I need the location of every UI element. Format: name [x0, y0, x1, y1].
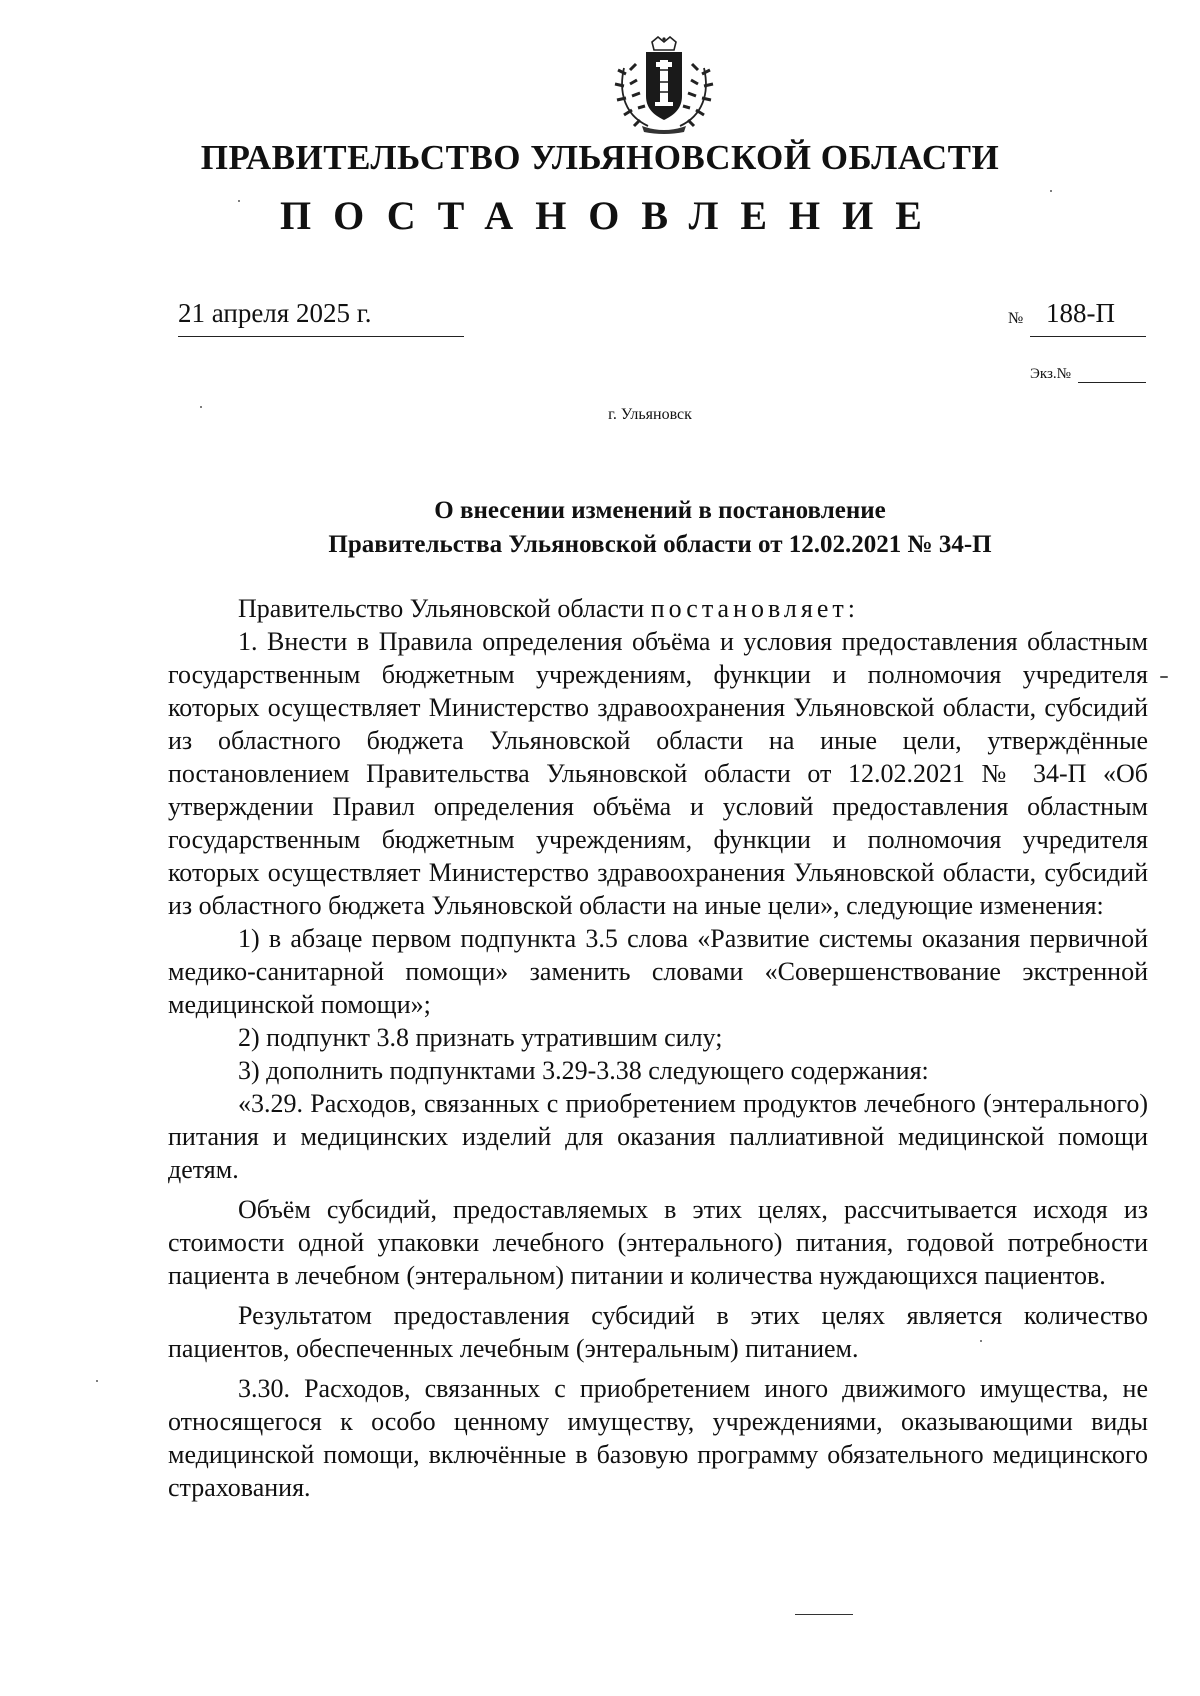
number-value: 188-П [1046, 298, 1115, 328]
copy-number-underline [1078, 382, 1146, 383]
paragraph-5: «3.29. Расходов, связанных с приобретением продуктов лечебного (энтерального) питания и медицинских изделий для оказания паллиативной медицинской помощи детям. [168, 1089, 1148, 1184]
scan-speck [1050, 190, 1052, 192]
preamble [168, 592, 1148, 625]
paragraph-6: Объём субсидий, предоставляемых в этих целях, рассчитывается исходя из стоимости одной упаковки лечебного (энтерального) питания, годовой потребности пациента в лечебном (энтеральном) питании и количества нуждающихся пациентов. [168, 1195, 1148, 1290]
paragraph-1: 1. Внести в Правила определения объёма и условия предоставления областным государственным бюджетным учреждениям, функции и полномочия учредителя которых осуществляет Министерство здравоохранения Ульяновской области, субсидий из областного бюджета Ульяновской области на иные цели, утверждённые постановлением Правительства Ульяновской области от 12.02.2021 № 34-П «Об утверждении Правил определения объёма и условий предоставления областным государственным бюджетным учреждениям, функции и полномочия учредителя которых осуществляет Министерство здравоохранения Ульяновской области, субсидий из областного бюджета Ульяновской области на иные цели», следующие изменения: [168, 627, 1148, 920]
paragraph-8: 3.30. Расходов, связанных с приобретением иного движимого имущества, не относящегося к особо ценному имуществу, учреждениями, оказывающими виды медицинской помощи, включённые в базовую программу обязательного медицинского страхования. [168, 1374, 1148, 1502]
title-line-1: О внесении изменений в постановление [434, 497, 886, 524]
paragraph-7: Результатом предоставления субсидий в этих целях является количество пациентов, обеспеченных лечебным (энтеральным) питанием. [168, 1301, 1148, 1363]
scan-speck [200, 406, 202, 408]
scan-speck [96, 1380, 98, 1382]
city: г. Ульяновск [608, 406, 692, 423]
copy-number-label: Экз.№ [1030, 366, 1071, 382]
document-type: ПОСТАНОВЛЕНИЕ [280, 193, 944, 238]
signature-stroke [795, 1614, 853, 1615]
paragraph-3: 2) подпункт 3.8 признать утратившим силу; [238, 1023, 723, 1052]
scan-speck [980, 1340, 982, 1342]
organization-name: ПРАВИТЕЛЬСТВО УЛЬЯНОВСКОЙ ОБЛАСТИ [200, 138, 1000, 177]
paragraph-2: 1) в абзаце первом подпункта 3.5 слова «Развитие системы оказания первичной медико-санитарной помощи» заменить словами «Совершенствование экстренной медицинской помощи»; [168, 924, 1148, 1019]
document-date: 21 апреля 2025 г. [178, 298, 372, 328]
ulyanovsk-coat-of-arms-icon [608, 36, 720, 136]
scan-speck [238, 200, 240, 202]
scan-speck [1160, 676, 1168, 678]
preamble-verb: постановляет [650, 594, 848, 623]
preamble-prefix: Правительство Ульяновской области [238, 594, 651, 623]
number-underline [1030, 336, 1146, 337]
date-underline [178, 336, 464, 337]
preamble-suffix: : [847, 594, 855, 623]
document-body [168, 592, 1148, 1504]
number-sign: № [1008, 310, 1024, 327]
title-line-2: Правительства Ульяновской области от 12.02.2021 № 34-П [328, 531, 992, 558]
paragraph-4: 3) дополнить подпунктами 3.29-3.38 следующего содержания: [238, 1056, 929, 1085]
document-title [160, 494, 1160, 562]
